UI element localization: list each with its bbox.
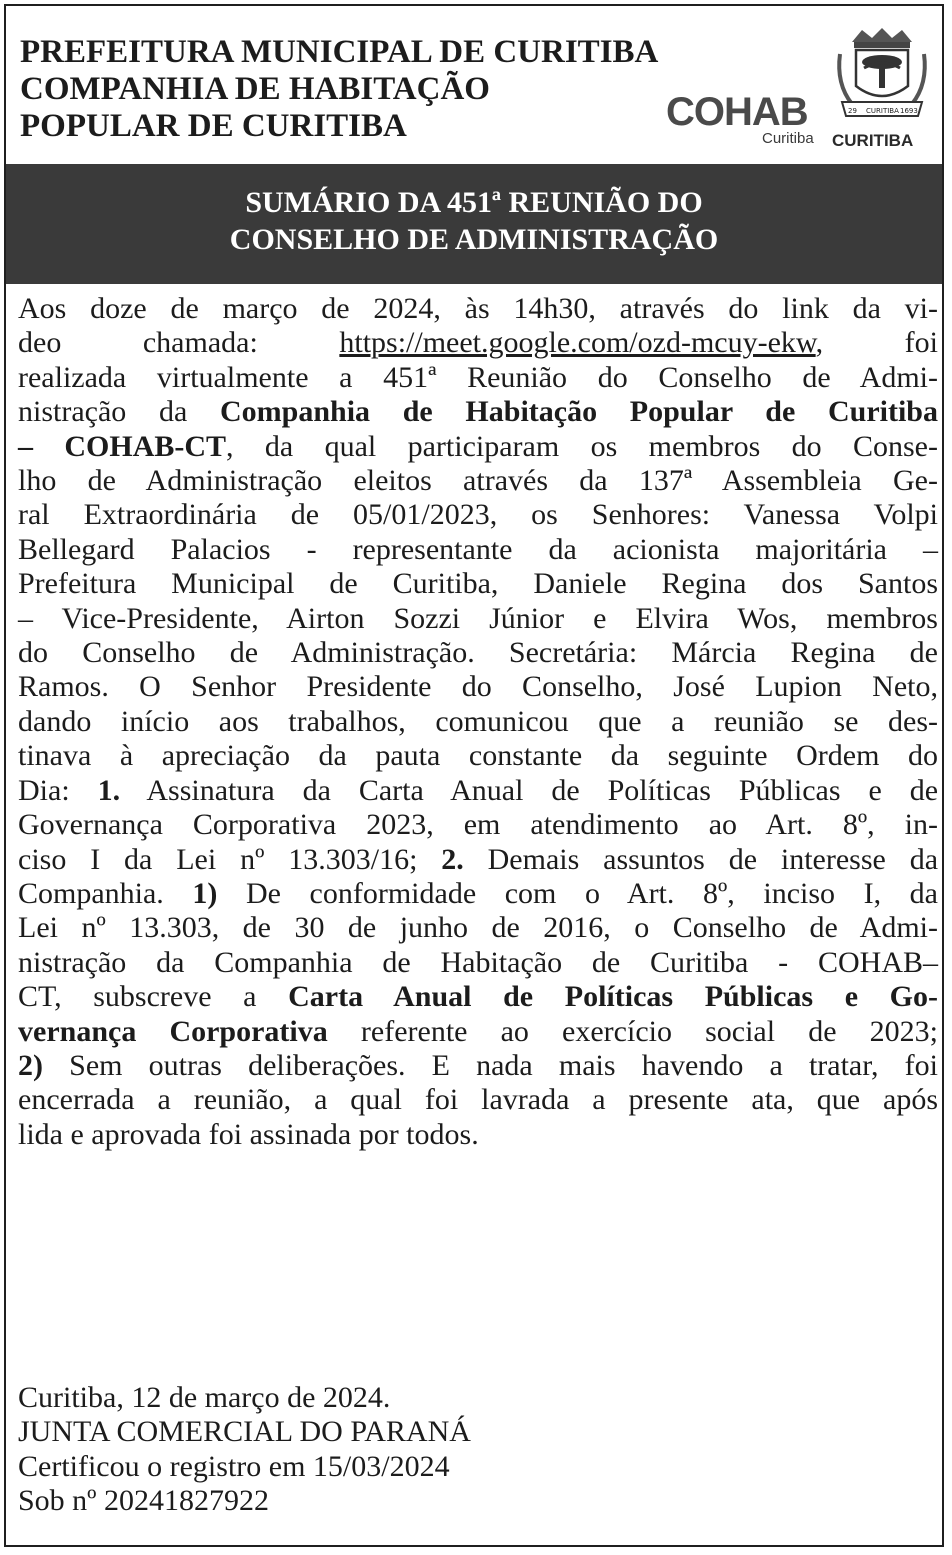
body-line: CT, subscreve a Carta Anual de Políticas Públicas e Go- (18, 980, 938, 1014)
header-title-line: COMPANHIA DE HABITAÇÃO (20, 71, 490, 107)
header (6, 6, 942, 164)
notice-title-line: SUMÁRIO DA 451ª REUNIÃO DO (245, 186, 703, 219)
body-line: tinava à apreciação da pauta constante da seguinte Ordem do (18, 739, 938, 773)
title-banner (6, 164, 942, 284)
cohab-logo (666, 90, 826, 154)
body-line: ral Extraordinária de 05/01/2023, os Senhores: Vanessa Volpi (18, 498, 938, 532)
body-line: lho de Administração eleitos através da 137ª Assembleia Ge- (18, 464, 938, 498)
body-line: dando início aos trabalhos, comunicou que a reunião se des- (18, 704, 938, 738)
notice-frame (4, 4, 944, 1547)
footer-number: Sob nº 20241827922 (18, 1484, 269, 1518)
cohab-logo-subtitle: Curitiba (762, 130, 814, 147)
header-title-line: PREFEITURA MUNICIPAL DE CURITIBA (20, 34, 659, 70)
body-line: – Vice-Presidente, Airton Sozzi Júnior e Elvira Wos, membros (18, 601, 938, 635)
header-title-line: POPULAR DE CURITIBA (20, 108, 407, 144)
body-line: Dia: 1. Assinatura da Carta Anual de Políticas Públicas e de (18, 773, 939, 807)
crest-year-right: 1693 (900, 107, 918, 115)
body-line: Prefeitura Municipal de Curitiba, Daniele Regina dos Santos (18, 567, 938, 601)
body-line: do Conselho de Administração. Secretária: Márcia Regina de (18, 636, 938, 670)
body-line: nistração da Companhia de Habitação Popular de Curitiba (18, 395, 938, 429)
header-title (20, 34, 658, 145)
body-line: encerrada a reunião, a qual foi lavrada a presente ata, que após (18, 1083, 938, 1117)
body-line: lida e aprovada foi assinada por todos. (18, 1117, 479, 1151)
body-line: Lei nº 13.303, de 30 de junho de 2016, o Conselho de Admi- (18, 911, 938, 945)
body-line: – COHAB-CT, da qual participaram os membros do Conse- (18, 429, 938, 463)
meeting-link[interactable]: https://meet.google.com/ozd-mcuy-ekw (339, 326, 816, 360)
body-line: realizada virtualmente a 451ª Reunião do Conselho de Admi- (18, 360, 938, 394)
body-line: Governança Corporativa 2023, em atendimento ao Art. 8º, in- (18, 808, 938, 842)
crest-label: CURITIBA (832, 131, 914, 150)
body-line: Ramos. O Senhor Presidente do Conselho, José Lupion Neto, (18, 670, 938, 704)
registration-footer (18, 1381, 918, 1519)
crest-year-left: 29 (848, 107, 857, 115)
minutes-body (18, 292, 938, 1152)
footer-certified: Certificou o registro em 15/03/2024 (18, 1449, 450, 1483)
body-line: ciso I da Lei nº 13.303/16; 2. Demais assuntos de interesse da (18, 842, 939, 876)
body-line: 2) Sem outras deliberações. E nada mais havendo a tratar, foi (18, 1048, 938, 1082)
body-line: Bellegard Palacios - representante da acionista majoritária – (18, 532, 938, 566)
body-line: Aos doze de março de 2024, às 14h30, através do link da vi- (18, 292, 938, 325)
crest-banner-text: CURITIBA (866, 107, 899, 115)
body-line: vernança Corporativa referente ao exercício social de 2023; (18, 1014, 938, 1048)
notice-title (6, 184, 942, 258)
body-line: Companhia. 1) De conformidade com o Art. 8º, inciso I, da (18, 876, 938, 910)
notice-title-line: CONSELHO DE ADMINISTRAÇÃO (229, 223, 719, 256)
curitiba-crest-icon (832, 24, 932, 124)
body-line: nistração da Companhia de Habitação de Curitiba - COHAB– (18, 945, 938, 979)
cohab-logo-text: COHAB (666, 90, 808, 134)
footer-date: Curitiba, 12 de março de 2024. (18, 1381, 391, 1414)
body-line: deo chamada: https://meet.google.com/ozd-mcuy-ekw, foi (18, 326, 939, 360)
footer-registry: JUNTA COMERCIAL DO PARANÁ (18, 1415, 471, 1449)
